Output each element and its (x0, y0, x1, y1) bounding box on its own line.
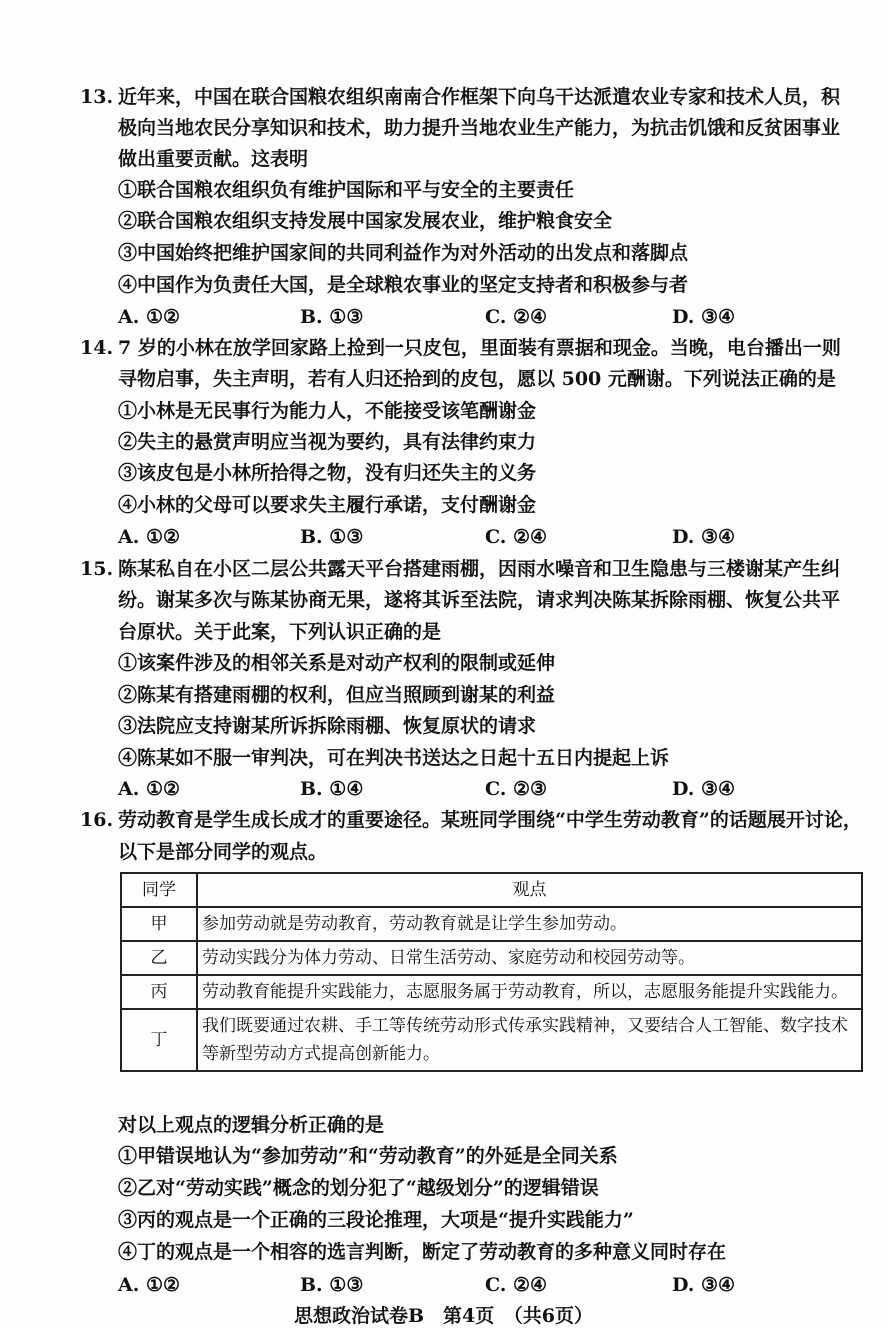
q15-option-a: A. ①② (118, 778, 181, 800)
q15-stem-line: 台原状。关于此案，下列认识正确的是 (118, 621, 442, 643)
q15-stem-line: 陈某私自在小区二层公共露天平台搭建雨棚，因雨水噪音和卫生隐患与三楼谢某产生纠 (118, 558, 841, 580)
q15-option-d: D. ③④ (672, 778, 736, 800)
q13-statement-1: ①联合国粮农组织负有维护国际和平与安全的主要责任 (118, 179, 575, 201)
q14-option-d: D. ③④ (672, 526, 736, 548)
header-student: 同学 (121, 873, 197, 907)
page-footer: 思想政治试卷B 第4页 （共6页） (293, 1305, 593, 1327)
q13-stem-line: 做出重要贡献。这表明 (118, 148, 309, 170)
q15-number: 15. (80, 558, 114, 580)
q13-option-c: C. ②④ (485, 306, 548, 328)
q13-statement-4: ④中国作为负责任大国，是全球粮农事业的坚定支持者和积极参与者 (118, 274, 689, 296)
q14-statement-3: ③该皮包是小林所拾得之物，没有归还失主的义务 (118, 462, 537, 484)
q13-option-a: A. ①② (118, 306, 181, 328)
q16-option-a: A. ①② (118, 1274, 181, 1296)
q16-statement-3: ③丙的观点是一个正确的三段论推理，大项是“提升实践能力” (118, 1209, 634, 1231)
viewpoint-text: 我们既要通过农耕、手工等传统劳动形式传承实践精神，又要结合人工智能、数字技术等新型劳动方式提高创新能力。 (197, 1009, 862, 1071)
q13-number: 13. (80, 86, 114, 108)
q15-statement-4: ④陈某如不服一审判决，可在判决书送达之日起十五日内提起上诉 (118, 747, 670, 769)
table-row (121, 975, 862, 1009)
q13-statement-2: ②联合国粮农组织支持发展中国家发展农业，维护粮食安全 (118, 210, 613, 232)
q14-statement-4: ④小林的父母可以要求失主履行承诺，支付酬谢金 (118, 494, 537, 516)
q16-stem-line: 劳动教育是学生成长成才的重要途径。某班同学围绕“中学生劳动教育”的话题展开讨论， (118, 809, 862, 831)
q14-option-c: C. ②④ (485, 526, 548, 548)
q14-stem-line: 寻物启事，失主声明，若有人归还拾到的皮包，愿以 500 元酬谢。下列说法正确的是 (118, 368, 836, 390)
q15-statement-1: ①该案件涉及的相邻关系是对动产权利的限制或延伸 (118, 652, 556, 674)
student-name: 丁 (121, 1009, 197, 1071)
viewpoint-text: 劳动教育能提升实践能力，志愿服务属于劳动教育，所以，志愿服务能提升实践能力。 (197, 975, 862, 1009)
q16-statement-2: ②乙对“劳动实践”概念的划分犯了“越级划分”的逻辑错误 (118, 1177, 599, 1199)
q16-option-c: C. ②④ (485, 1274, 548, 1296)
viewpoint-text: 参加劳动就是劳动教育，劳动教育就是让学生参加劳动。 (197, 907, 862, 941)
viewpoint-text: 劳动实践分为体力劳动、日常生活劳动、家庭劳动和校园劳动等。 (197, 941, 862, 975)
q13-statement-3: ③中国始终把维护国家间的共同利益作为对外活动的出发点和落脚点 (118, 242, 689, 264)
header-viewpoint: 观点 (197, 873, 862, 907)
student-name: 丙 (121, 975, 197, 1009)
q16-statement-4: ④丁的观点是一个相容的选言判断，断定了劳动教育的多种意义同时存在 (118, 1241, 727, 1263)
q14-option-a: A. ①② (118, 526, 181, 548)
table-row (121, 1009, 862, 1071)
q13-option-b: B. ①③ (300, 306, 364, 328)
q14-statement-1: ①小林是无民事行为能力人，不能接受该笔酬谢金 (118, 400, 537, 422)
student-name: 乙 (121, 941, 197, 975)
table-row (121, 907, 862, 941)
q16-option-b: B. ①③ (300, 1274, 364, 1296)
q16-stem2: 对以上观点的逻辑分析正确的是 (118, 1114, 385, 1136)
q15-option-c: C. ②③ (485, 778, 548, 800)
q16-number: 16. (80, 809, 114, 831)
q15-option-b: B. ①④ (300, 778, 364, 800)
q14-number: 14. (80, 337, 114, 359)
q15-statement-3: ③法院应支持谢某所诉拆除雨棚、恢复原状的请求 (118, 715, 537, 737)
q13-stem-line: 近年来，中国在联合国粮农组织南南合作框架下向乌干达派遣农业专家和技术人员，积 (118, 86, 841, 108)
q14-option-b: B. ①③ (300, 526, 364, 548)
viewpoints-table (120, 872, 863, 1072)
q13-stem-line: 极向当地农民分享知识和技术，助力提升当地农业生产能力，为抗击饥饿和反贫困事业 (118, 117, 841, 139)
table-header (121, 873, 862, 907)
table-row (121, 941, 862, 975)
student-name: 甲 (121, 907, 197, 941)
q14-stem-line: 7 岁的小林在放学回家路上捡到一只皮包，里面装有票据和现金。当晚，电台播出一则 (118, 337, 841, 359)
q16-statement-1: ①甲错误地认为“参加劳动”和“劳动教育”的外延是全同关系 (118, 1145, 618, 1167)
q15-statement-2: ②陈某有搭建雨棚的权利，但应当照顾到谢某的利益 (118, 684, 556, 706)
q15-stem-line: 纷。谢某多次与陈某协商无果，遂将其诉至法院，请求判决陈某拆除雨棚、恢复公共平 (118, 589, 841, 611)
q13-option-d: D. ③④ (672, 306, 736, 328)
q14-statement-2: ②失主的悬赏声明应当视为要约，具有法律约束力 (118, 431, 537, 453)
q16-option-d: D. ③④ (672, 1274, 736, 1296)
q16-stem-line: 以下是部分同学的观点。 (118, 841, 328, 863)
